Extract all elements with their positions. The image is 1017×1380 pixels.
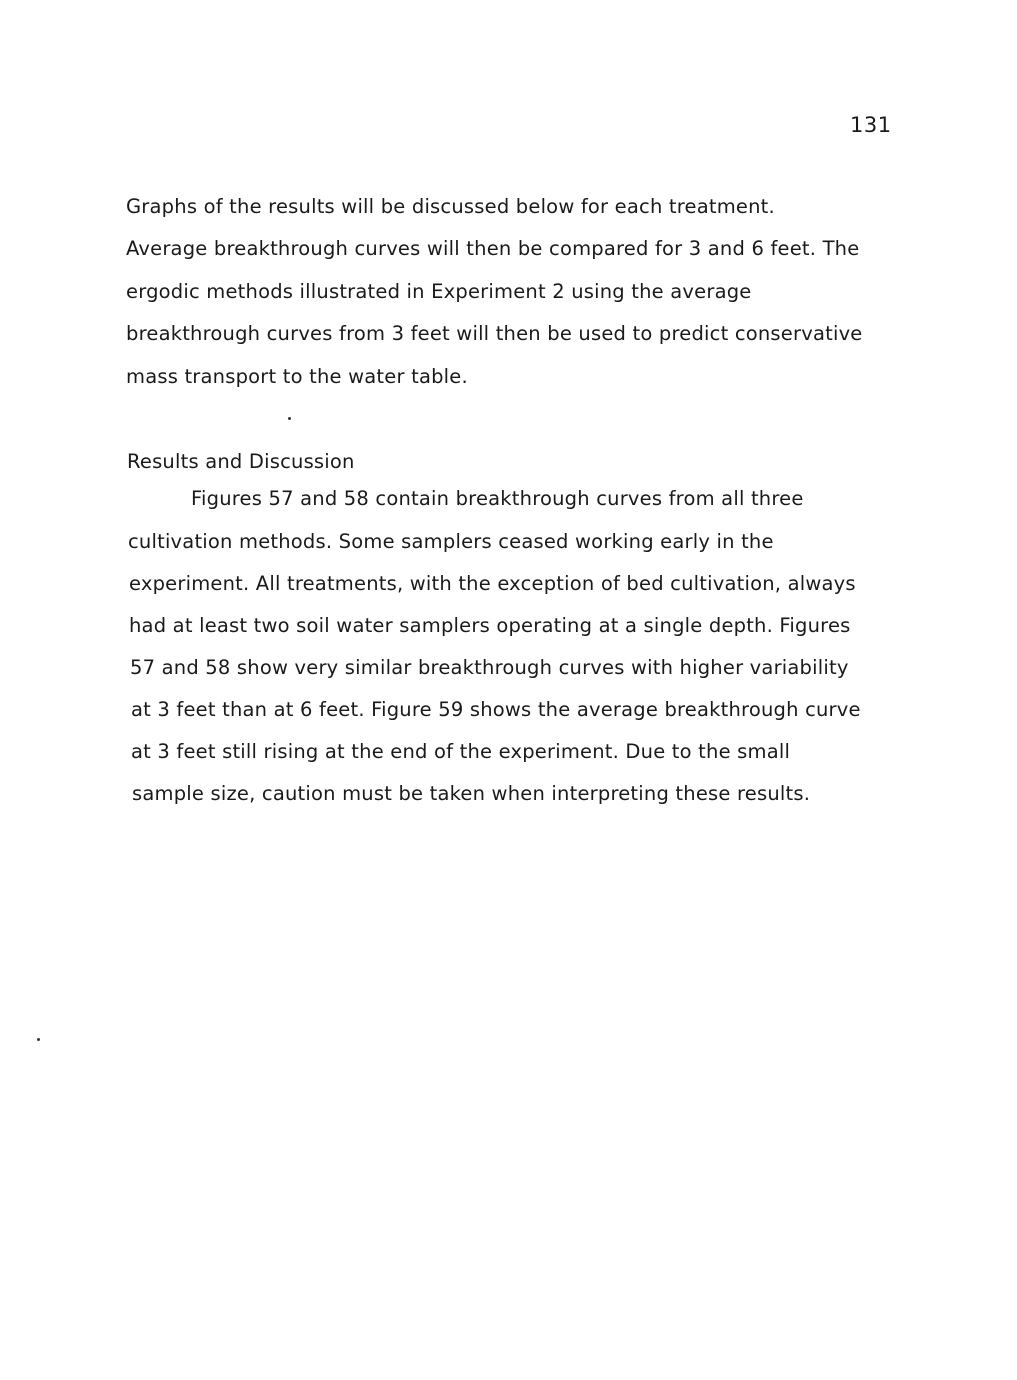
section-line-2: cultivation methods. Some samplers ceased working early in the (128, 530, 774, 553)
section-line-6: at 3 feet than at 6 feet. Figure 59 shows the average breakthrough curve (131, 698, 861, 721)
section-heading: Results and Discussion (127, 450, 355, 473)
intro-line-3: ergodic methods illustrated in Experiment 2 using the average (126, 280, 752, 303)
scan-speck (288, 417, 291, 420)
intro-line-2: Average breakthrough curves will then be compared for 3 and 6 feet. The (126, 237, 860, 260)
intro-line-4: breakthrough curves from 3 feet will then be used to predict conservative (126, 322, 863, 345)
section-line-3: experiment. All treatments, with the exception of bed cultivation, always (129, 572, 856, 595)
scan-speck (37, 1038, 40, 1041)
section-line-1: Figures 57 and 58 contain breakthrough curves from all three (191, 487, 804, 510)
intro-line-1: Graphs of the results will be discussed below for each treatment. (126, 195, 775, 218)
page-number: 131 (850, 113, 892, 137)
section-line-5: 57 and 58 show very similar breakthrough curves with higher variability (130, 656, 849, 679)
intro-line-5: mass transport to the water table. (126, 365, 468, 388)
section-line-8: sample size, caution must be taken when interpreting these results. (132, 782, 811, 805)
section-line-7: at 3 feet still rising at the end of the experiment. Due to the small (131, 740, 791, 763)
section-line-4: had at least two soil water samplers operating at a single depth. Figures (129, 614, 851, 637)
